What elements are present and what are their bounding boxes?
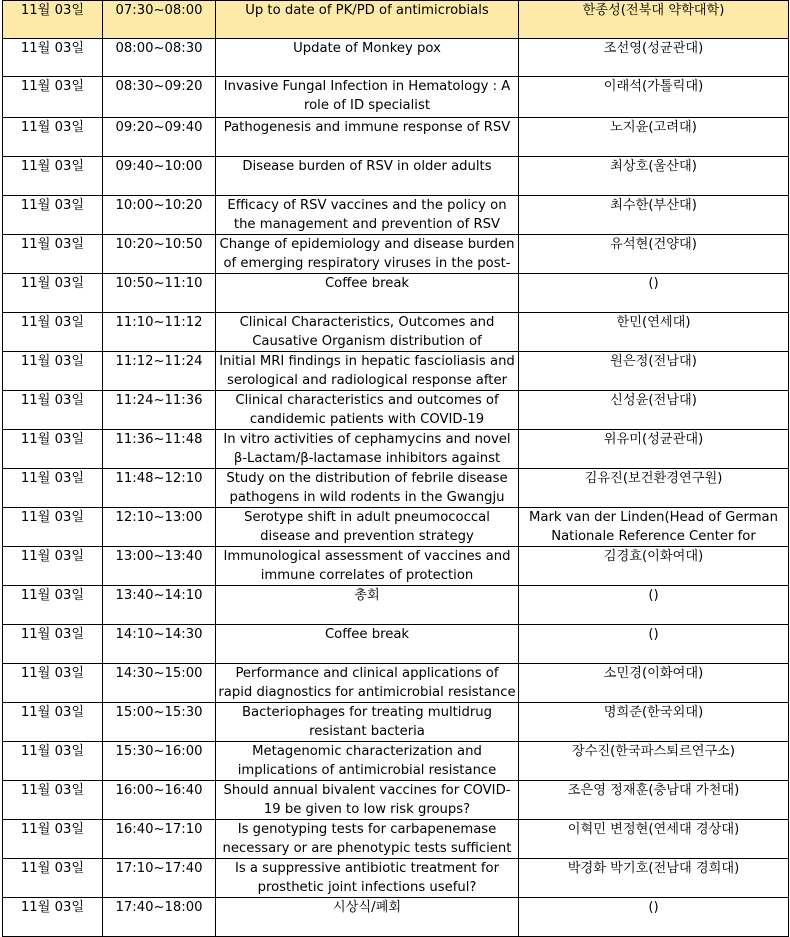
table-row bbox=[3, 430, 789, 469]
table-row bbox=[3, 157, 789, 196]
date-text: 11월 03일 bbox=[20, 393, 85, 408]
session-title-text: Coffee break bbox=[324, 276, 410, 291]
date-cell bbox=[3, 820, 103, 859]
date-text: 11월 03일 bbox=[20, 276, 85, 291]
date-cell bbox=[3, 235, 103, 274]
session-title-cell bbox=[216, 859, 519, 898]
time-text: 13:40~14:10 bbox=[115, 588, 203, 603]
date-cell bbox=[3, 430, 103, 469]
table-row bbox=[3, 508, 789, 547]
session-title-cell bbox=[216, 781, 519, 820]
speaker-cell bbox=[519, 586, 789, 625]
session-title-cell bbox=[216, 391, 519, 430]
session-title-text: Immunological assessment of vaccines and immune correlates of protection bbox=[223, 549, 511, 583]
date-cell bbox=[3, 898, 103, 937]
date-cell bbox=[3, 77, 103, 118]
session-title-text: Efficacy of RSV vaccines and the policy on the management and prevention of RSV bbox=[227, 198, 507, 232]
date-cell bbox=[3, 781, 103, 820]
speaker-text: 명희준(한국외대) bbox=[603, 705, 704, 720]
speaker-text: 조은영 정재훈(충남대 가천대) bbox=[567, 783, 740, 798]
speaker-text: 김경효(이화여대) bbox=[603, 549, 704, 564]
session-title-text: Clinical characteristics and outcomes of candidemic patients with COVID-19 bbox=[235, 393, 499, 427]
speaker-cell bbox=[519, 664, 789, 703]
time-text: 16:00~16:40 bbox=[115, 783, 203, 798]
speaker-text: 이래석(가톨릭대) bbox=[603, 79, 704, 94]
table-row bbox=[3, 39, 789, 77]
date-cell bbox=[3, 469, 103, 508]
date-text: 11월 03일 bbox=[20, 237, 85, 252]
date-cell bbox=[3, 703, 103, 742]
table-row bbox=[3, 118, 789, 157]
speaker-cell bbox=[519, 703, 789, 742]
date-text: 11월 03일 bbox=[20, 471, 85, 486]
date-text: 11월 03일 bbox=[20, 822, 85, 837]
session-title-text: Should annual bivalent vaccines for COVID-19 be given to low risk groups? bbox=[223, 783, 511, 817]
table-row bbox=[3, 820, 789, 859]
session-title-text: 총회 bbox=[354, 588, 380, 603]
time-cell bbox=[103, 781, 216, 820]
date-text: 11월 03일 bbox=[20, 549, 85, 564]
time-text: 10:50~11:10 bbox=[115, 276, 203, 291]
time-cell bbox=[103, 547, 216, 586]
table-row bbox=[3, 898, 789, 937]
speaker-text: 소민경(이화여대) bbox=[603, 666, 704, 681]
time-cell bbox=[103, 77, 216, 118]
table-row bbox=[3, 196, 789, 235]
date-text: 11월 03일 bbox=[20, 900, 85, 915]
speaker-cell bbox=[519, 77, 789, 118]
date-cell bbox=[3, 664, 103, 703]
session-title-text: Is a suppressive antibiotic treatment for prosthetic joint infections useful? bbox=[234, 861, 500, 895]
table-row bbox=[3, 391, 789, 430]
date-text: 11월 03일 bbox=[20, 588, 85, 603]
session-title-cell bbox=[216, 742, 519, 781]
session-title-text: Bacteriophages for treating multidrug resistant bacteria bbox=[242, 705, 492, 739]
date-cell bbox=[3, 274, 103, 313]
session-title-cell bbox=[216, 898, 519, 937]
table-row bbox=[3, 235, 789, 274]
date-cell bbox=[3, 39, 103, 77]
time-text: 14:30~15:00 bbox=[115, 666, 203, 681]
time-text: 11:48~12:10 bbox=[115, 471, 203, 486]
speaker-cell bbox=[519, 469, 789, 508]
session-title-cell bbox=[216, 820, 519, 859]
schedule-body bbox=[3, 1, 789, 937]
time-text: 08:30~09:20 bbox=[115, 79, 203, 94]
time-cell bbox=[103, 430, 216, 469]
session-title-cell bbox=[216, 274, 519, 313]
session-title-cell bbox=[216, 352, 519, 391]
time-cell bbox=[103, 157, 216, 196]
table-row bbox=[3, 742, 789, 781]
date-cell bbox=[3, 1, 103, 39]
table-row bbox=[3, 586, 789, 625]
time-cell bbox=[103, 664, 216, 703]
date-text: 11월 03일 bbox=[20, 783, 85, 798]
speaker-cell bbox=[519, 508, 789, 547]
time-text: 11:10~11:12 bbox=[115, 315, 203, 330]
session-title-cell bbox=[216, 703, 519, 742]
speaker-cell bbox=[519, 235, 789, 274]
speaker-text: 박경화 박기호(전남대 경희대) bbox=[567, 861, 740, 876]
date-cell bbox=[3, 508, 103, 547]
speaker-cell bbox=[519, 118, 789, 157]
speaker-cell bbox=[519, 859, 789, 898]
speaker-cell bbox=[519, 352, 789, 391]
time-text: 10:20~10:50 bbox=[115, 237, 203, 252]
date-text: 11월 03일 bbox=[20, 627, 85, 642]
date-cell bbox=[3, 157, 103, 196]
table-row bbox=[3, 274, 789, 313]
date-text: 11월 03일 bbox=[20, 861, 85, 876]
speaker-text: 노지윤(고려대) bbox=[610, 120, 697, 135]
session-title-text: Performance and clinical applications of rapid diagnostics for antimicrobial resistance bbox=[218, 666, 516, 700]
session-title-text: Serotype shift in adult pneumococcal disease and prevention strategy bbox=[244, 510, 490, 544]
date-cell bbox=[3, 547, 103, 586]
session-title-cell bbox=[216, 157, 519, 196]
table-row bbox=[3, 313, 789, 352]
time-cell bbox=[103, 1, 216, 39]
speaker-text: Mark van der Linden(Head of German Nationale Reference Center for bbox=[529, 510, 778, 544]
session-title-text: Coffee break bbox=[324, 627, 410, 642]
date-cell bbox=[3, 859, 103, 898]
time-cell bbox=[103, 898, 216, 937]
time-cell bbox=[103, 508, 216, 547]
session-title-cell bbox=[216, 625, 519, 664]
session-title-text: In vitro activities of cephamycins and novel β-Lactam/β-lactamase inhibitors against bbox=[223, 432, 511, 466]
speaker-text: () bbox=[648, 276, 659, 291]
session-title-cell bbox=[216, 430, 519, 469]
schedule-table bbox=[2, 0, 789, 937]
table-row bbox=[3, 625, 789, 664]
time-text: 15:30~16:00 bbox=[115, 744, 203, 759]
time-cell bbox=[103, 352, 216, 391]
time-cell bbox=[103, 703, 216, 742]
speaker-cell bbox=[519, 547, 789, 586]
date-text: 11월 03일 bbox=[20, 744, 85, 759]
session-title-cell bbox=[216, 39, 519, 77]
speaker-cell bbox=[519, 196, 789, 235]
time-text: 12:10~13:00 bbox=[115, 510, 203, 525]
session-title-cell bbox=[216, 664, 519, 703]
speaker-text: 최상호(울산대) bbox=[610, 159, 697, 174]
speaker-text: 유석현(건양대) bbox=[610, 237, 697, 252]
date-text: 11월 03일 bbox=[20, 705, 85, 720]
session-title-text: 시상식/폐회 bbox=[332, 900, 402, 915]
session-title-text: Metagenomic characterization and implications of antimicrobial resistance bbox=[237, 744, 497, 778]
speaker-cell bbox=[519, 625, 789, 664]
speaker-cell bbox=[519, 1, 789, 39]
table-row bbox=[3, 703, 789, 742]
session-title-cell bbox=[216, 118, 519, 157]
table-row bbox=[3, 77, 789, 118]
date-text: 11월 03일 bbox=[20, 3, 85, 18]
time-text: 11:24~11:36 bbox=[115, 393, 203, 408]
session-title-text: Initial MRI findings in hepatic fascioliasis and serological and radiological response after bbox=[219, 354, 515, 388]
speaker-text: 신성윤(전남대) bbox=[610, 393, 697, 408]
session-title-text: Disease burden of RSV in older adults bbox=[242, 159, 492, 174]
session-title-text: Up to date of PK/PD of antimicrobials bbox=[245, 3, 489, 18]
speaker-cell bbox=[519, 781, 789, 820]
speaker-text: 장수진(한국파스퇴르연구소) bbox=[571, 744, 736, 759]
session-title-text: Invasive Fungal Infection in Hematology : A role of ID specialist bbox=[223, 79, 511, 113]
table-row bbox=[3, 547, 789, 586]
speaker-text: () bbox=[648, 588, 659, 603]
session-title-cell bbox=[216, 77, 519, 118]
speaker-text: 한민(연세대) bbox=[616, 315, 691, 330]
time-cell bbox=[103, 469, 216, 508]
date-cell bbox=[3, 586, 103, 625]
speaker-cell bbox=[519, 742, 789, 781]
time-text: 14:10~14:30 bbox=[115, 627, 203, 642]
speaker-text: 위유미(성균관대) bbox=[603, 432, 704, 447]
session-title-text: Clinical Characteristics, Outcomes and Causative Organism distribution of bbox=[239, 315, 495, 349]
speaker-cell bbox=[519, 898, 789, 937]
speaker-text: 한종성(전북대 약학대학) bbox=[582, 3, 725, 18]
time-cell bbox=[103, 118, 216, 157]
date-cell bbox=[3, 391, 103, 430]
date-cell bbox=[3, 742, 103, 781]
date-text: 11월 03일 bbox=[20, 354, 85, 369]
time-cell bbox=[103, 39, 216, 77]
speaker-text: 원은정(전남대) bbox=[610, 354, 697, 369]
table-row bbox=[3, 469, 789, 508]
table-row bbox=[3, 859, 789, 898]
session-title-cell bbox=[216, 508, 519, 547]
session-title-cell bbox=[216, 1, 519, 39]
speaker-cell bbox=[519, 157, 789, 196]
speaker-text: 최수한(부산대) bbox=[610, 198, 697, 213]
time-cell bbox=[103, 235, 216, 274]
date-text: 11월 03일 bbox=[20, 120, 85, 135]
speaker-cell bbox=[519, 274, 789, 313]
time-text: 17:40~18:00 bbox=[115, 900, 203, 915]
time-cell bbox=[103, 625, 216, 664]
date-text: 11월 03일 bbox=[20, 159, 85, 174]
time-text: 15:00~15:30 bbox=[115, 705, 203, 720]
date-cell bbox=[3, 625, 103, 664]
session-title-text: Pathogenesis and immune response of RSV bbox=[223, 120, 511, 135]
time-cell bbox=[103, 274, 216, 313]
speaker-cell bbox=[519, 430, 789, 469]
date-text: 11월 03일 bbox=[20, 510, 85, 525]
session-title-text: Change of epidemiology and disease burden of emerging respiratory viruses in the post- bbox=[219, 237, 515, 271]
time-text: 11:12~11:24 bbox=[115, 354, 203, 369]
session-title-cell bbox=[216, 586, 519, 625]
speaker-text: () bbox=[648, 627, 659, 642]
time-cell bbox=[103, 391, 216, 430]
date-text: 11월 03일 bbox=[20, 666, 85, 681]
time-text: 09:20~09:40 bbox=[115, 120, 203, 135]
table-row bbox=[3, 781, 789, 820]
date-cell bbox=[3, 118, 103, 157]
time-text: 17:10~17:40 bbox=[115, 861, 203, 876]
session-title-cell bbox=[216, 196, 519, 235]
date-text: 11월 03일 bbox=[20, 315, 85, 330]
time-text: 10:00~10:20 bbox=[115, 198, 203, 213]
date-text: 11월 03일 bbox=[20, 198, 85, 213]
speaker-cell bbox=[519, 313, 789, 352]
speaker-cell bbox=[519, 391, 789, 430]
time-text: 13:00~13:40 bbox=[115, 549, 203, 564]
table-row bbox=[3, 352, 789, 391]
time-cell bbox=[103, 859, 216, 898]
session-title-cell bbox=[216, 235, 519, 274]
time-text: 08:00~08:30 bbox=[115, 41, 203, 56]
date-text: 11월 03일 bbox=[20, 41, 85, 56]
session-title-text: Is genotyping tests for carbapenemase necessary or are phenotypic tests sufficient bbox=[222, 822, 512, 856]
session-title-text: Study on the distribution of febrile disease pathogens in wild rodents in the Gwangju bbox=[226, 471, 508, 505]
speaker-cell bbox=[519, 820, 789, 859]
table-row bbox=[3, 1, 789, 39]
time-cell bbox=[103, 196, 216, 235]
time-cell bbox=[103, 742, 216, 781]
speaker-text: 이혁민 변정현(연세대 경상대) bbox=[567, 822, 740, 837]
speaker-cell bbox=[519, 39, 789, 77]
speaker-text: () bbox=[648, 900, 659, 915]
time-cell bbox=[103, 820, 216, 859]
time-cell bbox=[103, 586, 216, 625]
date-cell bbox=[3, 352, 103, 391]
time-text: 11:36~11:48 bbox=[115, 432, 203, 447]
session-title-cell bbox=[216, 469, 519, 508]
session-title-text: Update of Monkey pox bbox=[293, 41, 441, 56]
date-text: 11월 03일 bbox=[20, 79, 85, 94]
time-text: 09:40~10:00 bbox=[115, 159, 203, 174]
date-cell bbox=[3, 196, 103, 235]
session-title-cell bbox=[216, 547, 519, 586]
time-cell bbox=[103, 313, 216, 352]
time-text: 16:40~17:10 bbox=[115, 822, 203, 837]
session-title-cell bbox=[216, 313, 519, 352]
speaker-text: 조선영(성균관대) bbox=[603, 41, 704, 56]
speaker-text: 김유진(보건환경연구원) bbox=[584, 471, 723, 486]
table-row bbox=[3, 664, 789, 703]
date-cell bbox=[3, 313, 103, 352]
time-text: 07:30~08:00 bbox=[115, 3, 203, 18]
date-text: 11월 03일 bbox=[20, 432, 85, 447]
